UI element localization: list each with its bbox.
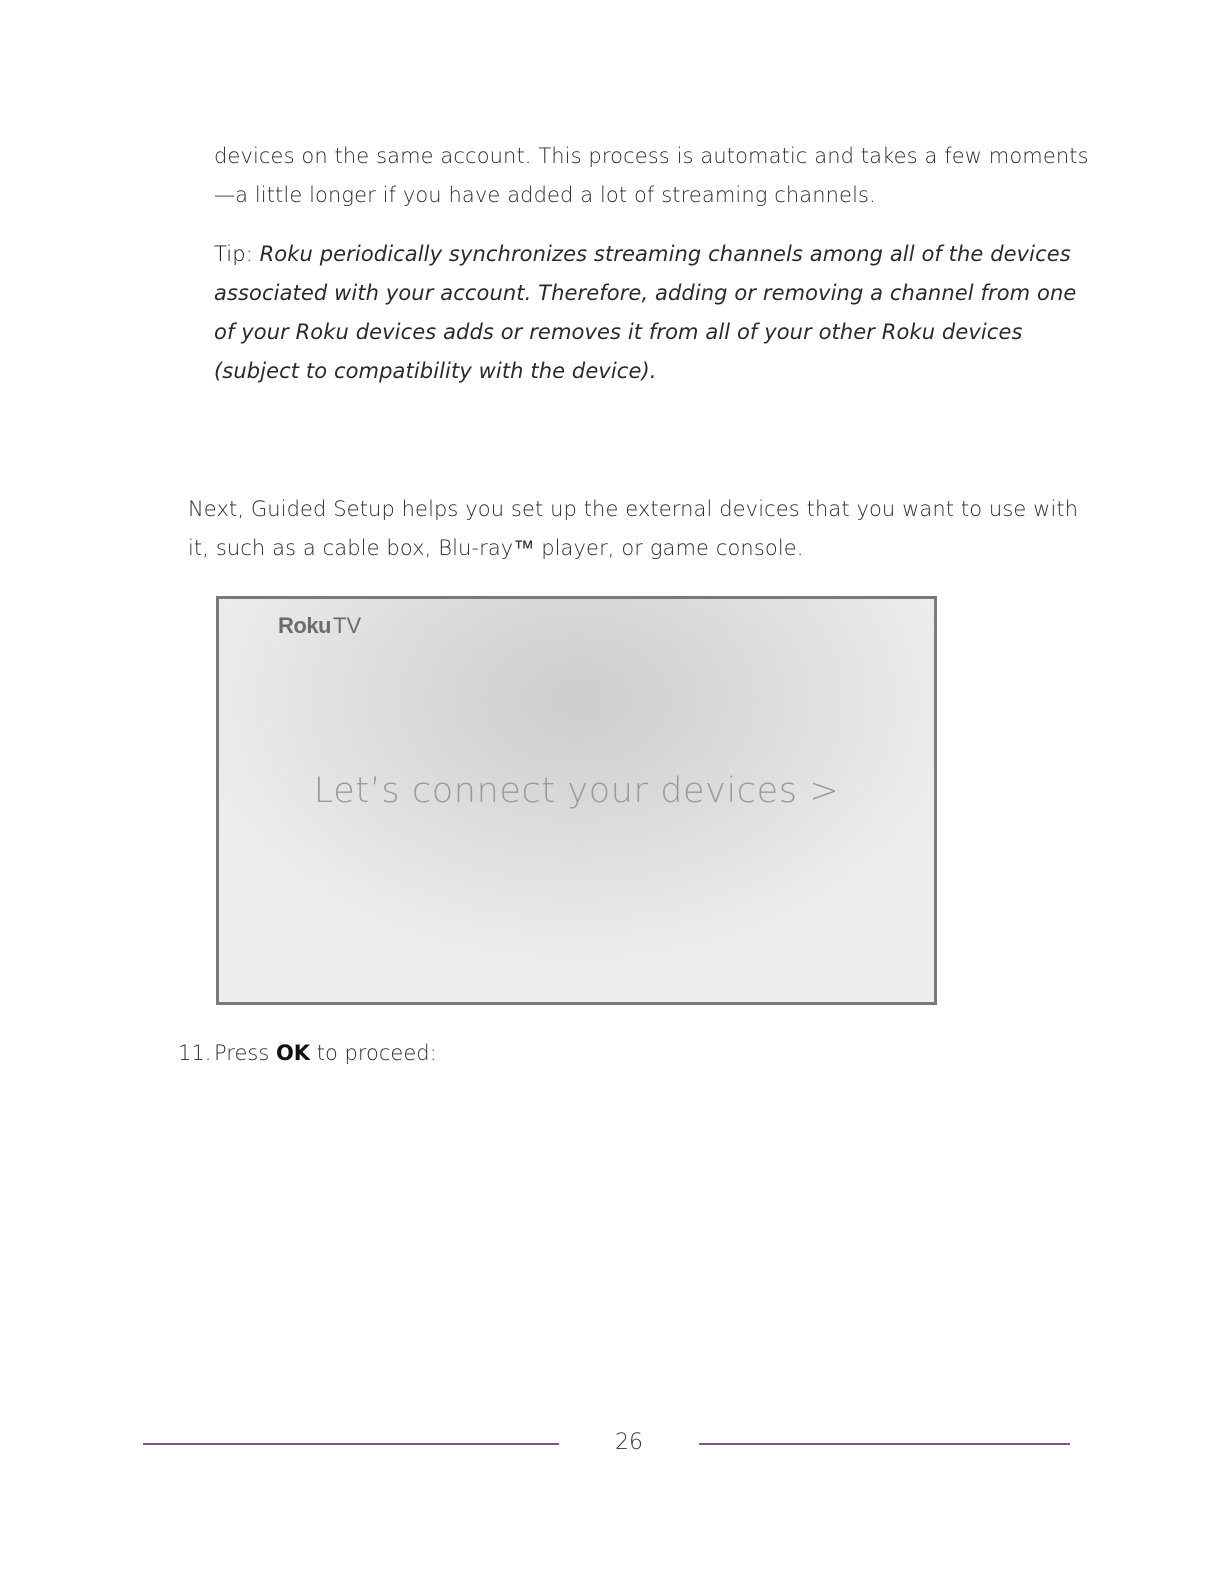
tip-body: Roku periodically synchronizes streaming channels among all of the devices associated with your account. Therefore, adding or removing a channel from one of your Roku devices adds or removes it from all of your other Roku devices (subject to compatibility with the device). (214, 242, 1077, 383)
tv-screen-illustration (216, 596, 937, 1005)
tip-label: Tip (214, 242, 246, 266)
footer-rule-right (699, 1443, 1070, 1445)
footer-rule-left (143, 1443, 559, 1445)
tip-paragraph (214, 235, 1094, 391)
step-11 (178, 1034, 437, 1073)
step-text-after: to proceed: (310, 1041, 437, 1065)
connect-devices-message: Let’s connect your devices > (313, 771, 840, 811)
logo-suffix: TV (333, 613, 362, 638)
step-text-before: Press (214, 1041, 276, 1065)
tip-separator: : (245, 242, 260, 266)
ok-key-label: OK (275, 1041, 311, 1065)
step-number: 11. (178, 1041, 212, 1065)
guided-setup-paragraph: Next, Guided Setup helps you set up the external devices that you want to use with it, such as a cable box, Blu-ray™ player, or game console. (188, 497, 1079, 560)
body-paragraph-continued: devices on the same account. This process is automatic and takes a few moments—a little longer if you have added a lot of streaming channels. (214, 144, 1089, 207)
page-number: 26 (615, 1430, 643, 1455)
roku-tv-logo (278, 613, 361, 639)
logo-brand: Roku (278, 613, 331, 638)
